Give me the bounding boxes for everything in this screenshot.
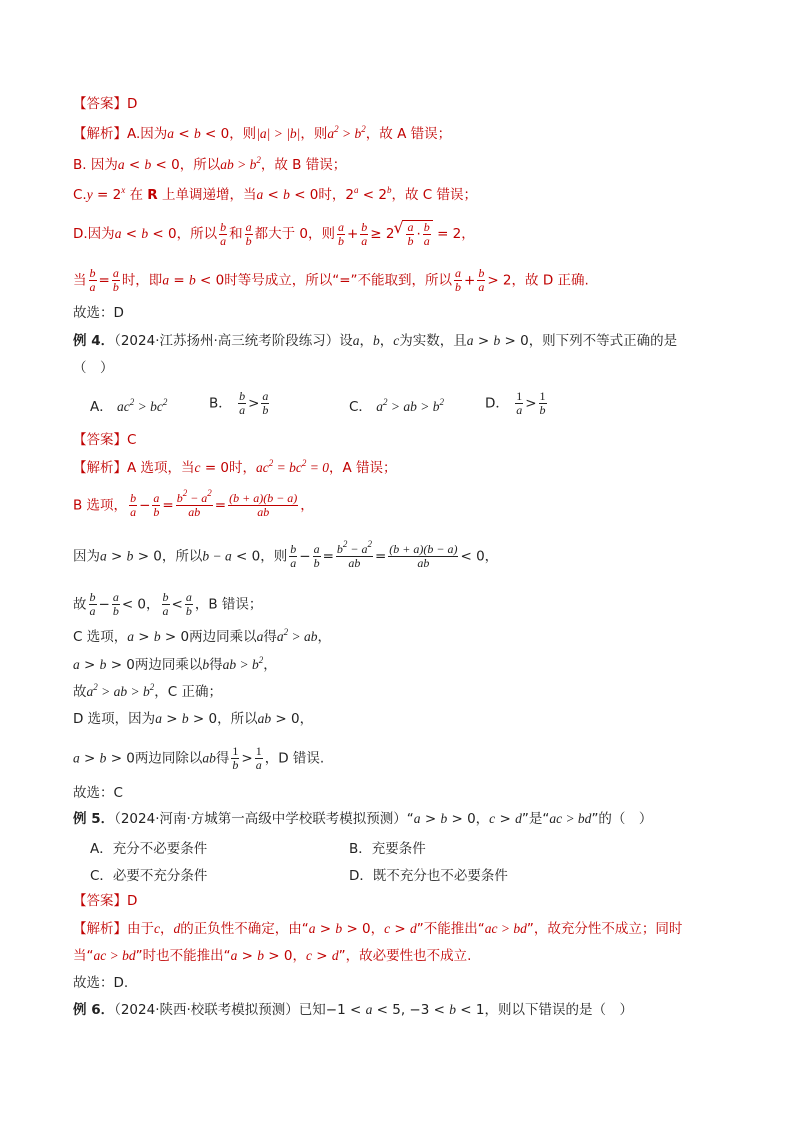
option-4d: D． $\frac{1}{a}$ > $\frac{1}{b}$ <box>485 389 546 417</box>
answer-label-2: 【答案】C <box>73 432 137 448</box>
analysis2-line-7: 故$a^2$ > ab > $b^2$，C 正确； <box>73 682 222 700</box>
analysis2-line-5: C 选项，a > b > 0两边同乘以a得$a^2$ > ab， <box>73 627 331 645</box>
option-4b: B． $\frac{b}{a}$ > $\frac{a}{b}$ <box>209 389 269 417</box>
analysis2-line-6: a > b > 0两边同乘以b得ab > $b^2$， <box>73 655 277 673</box>
answer-select-3: 故选：D. <box>73 975 129 991</box>
analysis-line-e: 当 $\frac{b}{a}$ = $\frac{a}{b}$ 时，即a = b < 0时等号成立，所以“=”不能取到，所以 $\frac{a}{b}$ + $\frac{b}{a}$ > 2，故 D 正确. <box>73 266 589 294</box>
option-5c: C．必要不充分条件 <box>90 868 208 884</box>
analysis-line-c: $C.y = 2^x$ 在 R 上单调递增，当a < b < 0时，$2^a < 2^b$，故 C 错误； <box>73 185 477 203</box>
analysis-line-a: 【解析】A.因为a < b < 0，则|a| > |b|，则$a^2 > b^2$，故 A 错误； <box>73 124 452 142</box>
analysis2-line-8: D 选项，因为a > b > 0，所以ab > 0， <box>73 711 314 727</box>
analysis-line-d: D.因为a < b < 0，所以 $\frac{b}{a}$ 和 $\frac{a}{b}$ 都大于 0，则 $\frac{a}{b}$ + $\frac{b}{a}$ ≥ 2 √ $\frac{a}{b}$ · $\frac{b}{a}$ = 2， <box>73 220 475 248</box>
option-4a: A． $ac^2 > bc^2$ <box>90 397 168 415</box>
analysis2-line-4: 故 $\frac{b}{a}$ − $\frac{a}{b}$ < 0， $\frac{b}{a}$ < $\frac{a}{b}$ ，B 错误； <box>73 590 263 618</box>
answer-select-2: 故选：C <box>73 785 123 801</box>
option-5d: D．既不充分也不必要条件 <box>349 868 508 884</box>
example-4-paren: （ ） <box>73 360 114 376</box>
analysis-line-b: B. 因为a < b < 0，所以ab > $b^2$，故 B 错误； <box>73 155 347 173</box>
analysis2-line-1: 【解析】A 选项，当c = 0时，$ac^2 = bc^2 = 0$，A 错误； <box>73 458 397 476</box>
analysis2-line-3: 因为a > b > 0，所以b − a < 0，则 $\frac{b}{a}$ − $\frac{a}{b}$ = $\frac{b^2 - a^2}{ab}$ = $\frac{(b + a)(b - a)}{ab}$ < 0， <box>73 539 499 570</box>
analysis3-line-1: 【解析】由于c，d的正负性不确定，由“a > b > 0，c > d”不能推出“ac > bd”，故充分性不成立；同时 <box>73 921 683 937</box>
option-4c: C． $a^2$ > ab > $b^2$ <box>349 397 444 415</box>
analysis2-line-9: a > b > 0两边同除以ab得 $\frac{1}{b}$ > $\frac{1}{a}$ ，D 错误. <box>73 744 325 772</box>
example-6-stem: 例 6．（2024·陕西·校联考模拟预测）已知−1 < a < 5, −3 < b < 1，则以下错误的是（ ） <box>73 1002 633 1018</box>
option-5a: A．充分不必要条件 <box>90 841 208 857</box>
analysis2-line-2: B 选项， $\frac{b}{a}$ − $\frac{a}{b}$ = $\frac{b^2 - a^2}{ab}$ = $\frac{(b + a)(b - a)}{ab}$ ， <box>73 488 314 519</box>
option-5b: B．充要条件 <box>349 841 426 857</box>
answer-label-1: 【答案】D <box>73 96 138 112</box>
analysis3-line-2: 当“ac > bd”时也不能推出“a > b > 0，c > d”，故必要性也不成立. <box>73 948 472 964</box>
example-4-stem: 例 4．（2024·江苏扬州·高三统考阶段练习）设a，b，c为实数，且a > b > 0，则下列不等式正确的是 <box>73 333 678 349</box>
example-5-stem: 例 5．（2024·河南·方城第一高级中学校联考模拟预测）“a > b > 0，c > d”是“ac > bd”的（ ） <box>73 811 653 827</box>
answer-label-3: 【答案】D <box>73 893 138 909</box>
answer-select-1: 故选：D <box>73 305 124 321</box>
